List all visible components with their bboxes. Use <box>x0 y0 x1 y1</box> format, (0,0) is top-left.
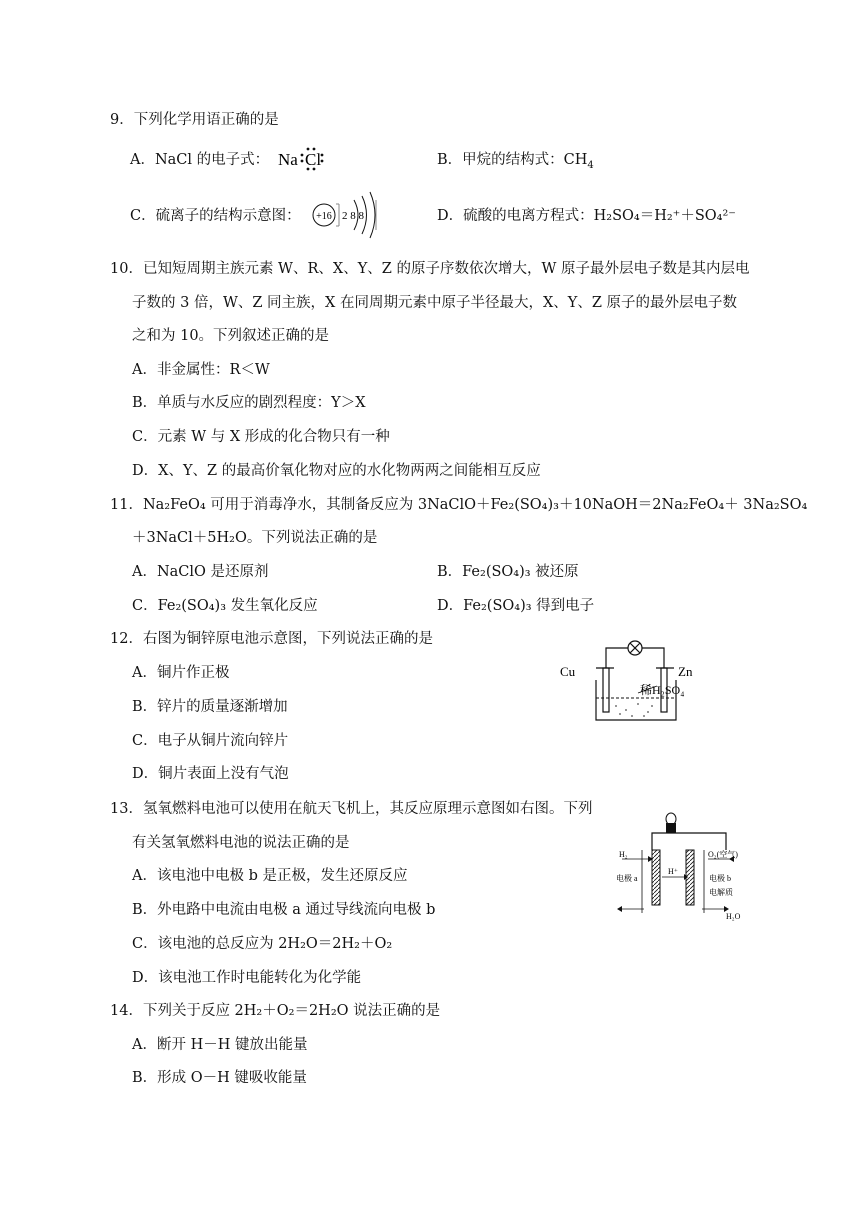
h2-label: H₂ <box>619 850 628 859</box>
q9-option-a <box>130 150 269 170</box>
q14-option-b: B．形成 O－H 键吸收能量 <box>132 1070 307 1086</box>
q11-option-b: B．Fe₂(SO₄)₃ 被还原 <box>437 564 579 580</box>
hplus-label: H⁺ <box>668 867 678 876</box>
q13-option-b: B．外电路中电流由电极 a 通过导线流向电极 b <box>132 902 436 918</box>
q14-stem: 14．下列关于反应 2H₂＋O₂＝2H₂O 说法正确的是 <box>110 1003 441 1019</box>
nucleus-charge: +16 <box>316 211 332 222</box>
q11-stem-line1: 11．Na₂FeO₄ 可用于消毒净水，其制备反应为 3NaClO＋Fe₂(SO₄)₃＋10NaOH＝2Na₂FeO₄＋ 3Na₂SO₄ <box>110 497 808 513</box>
q11-option-a: A．NaClO 是还原剂 <box>132 564 269 580</box>
electrode-b-label: 电极 b <box>709 874 731 883</box>
external-circuit-wire <box>652 833 726 850</box>
electron-shells: 2 8 8 <box>342 210 364 222</box>
q10-stem-line3: 之和为 10。下列叙述正确的是 <box>132 328 330 344</box>
q12-option-d: D．铜片表面上没有气泡 <box>132 766 289 782</box>
q9-option-b-text: B．甲烷的结构式：CH <box>437 152 588 168</box>
q13-option-a: A．该电池中电极 b 是正极，发生还原反应 <box>132 868 408 884</box>
q11-stem-line2: ＋3NaCl＋5H₂O。下列说法正确的是 <box>132 530 378 546</box>
zn-label: Zn <box>678 664 693 679</box>
o2-label: O₂(空气) <box>708 850 738 859</box>
electrode-a-label: 电极 a <box>616 874 638 883</box>
q12-option-c: C．电子从铜片流向锌片 <box>132 733 289 749</box>
q12-stem: 12．右图为铜锌原电池示意图，下列说法正确的是 <box>110 631 433 647</box>
q13-option-d: D．该电池工作时电能转化为化学能 <box>132 970 362 986</box>
q13-stem-line1: 13．氢氧燃料电池可以使用在航天飞机上，其反应原理示意图如右图。下列 <box>110 801 593 817</box>
q13-option-c: C．该电池的总反应为 2H₂O＝2H₂＋O₂ <box>132 936 393 952</box>
q10-option-c: C．元素 W 与 X 形成的化合物只有一种 <box>132 429 390 445</box>
wire-left <box>606 648 628 668</box>
sulfide-ion-structure-diagram <box>310 188 382 242</box>
q10-option-a: A．非金属性：R＜W <box>132 362 270 378</box>
q11-option-d: D．Fe₂(SO₄)₃ 得到电子 <box>437 598 595 614</box>
q9-option-b <box>437 150 594 170</box>
na-symbol: Na <box>278 150 298 169</box>
q9-option-d: D．硫酸的电离方程式：H₂SO₄＝H₂⁺＋SO₄²⁻ <box>437 208 736 224</box>
q14-option-a: A．断开 H－H 键放出能量 <box>132 1037 308 1053</box>
wire-right <box>642 648 664 668</box>
q10-stem-line2: 子数的 3 倍，W、Z 同主族，X 在同周期元素中原子半径最大，X、Y、Z 原子的最外层电子数 <box>132 295 738 311</box>
q12-option-b: B．锌片的质量逐渐增加 <box>132 699 288 715</box>
q10-option-b: B．单质与水反应的剧烈程度：Y＞X <box>132 395 366 411</box>
copper-electrode <box>603 668 609 712</box>
electrode-a <box>652 850 660 905</box>
q12-option-a: A．铜片作正极 <box>132 665 230 681</box>
q9-option-b-sub: 4 <box>587 159 594 171</box>
q13-stem-line2: 有关氢氧燃料电池的说法正确的是 <box>132 835 350 851</box>
q10-stem-line1: 10．已知短周期主族元素 W、R、X、Y、Z 的原子序数依次增大，W 原子最外层电子数是其内层电 <box>110 261 750 277</box>
q11-option-c: C．Fe₂(SO₄)₃ 发生氧化反应 <box>132 598 318 614</box>
acid-label: 稀H₂SO₄ <box>640 683 685 697</box>
q9-option-a-label: A．NaCl 的电子式： <box>130 152 270 168</box>
h2o-label: H₂O <box>726 912 741 921</box>
q10-option-d: D．X、Y、Z 的最高价氧化物对应的水化物两两之间能相互反应 <box>132 463 541 479</box>
bulb-base <box>666 823 676 833</box>
q9-stem: 9．下列化学用语正确的是 <box>110 112 279 128</box>
hydrogen-oxygen-fuel-cell-figure <box>614 805 764 925</box>
q9-option-c: C．硫离子的结构示意图： <box>130 208 301 224</box>
cl-symbol: Cl <box>305 150 322 169</box>
electrolyte-label: 电解质 <box>709 888 733 897</box>
cu-label: Cu <box>560 664 576 679</box>
cu-zn-galvanic-cell-figure <box>556 628 706 728</box>
nacl-electron-formula <box>276 146 326 172</box>
